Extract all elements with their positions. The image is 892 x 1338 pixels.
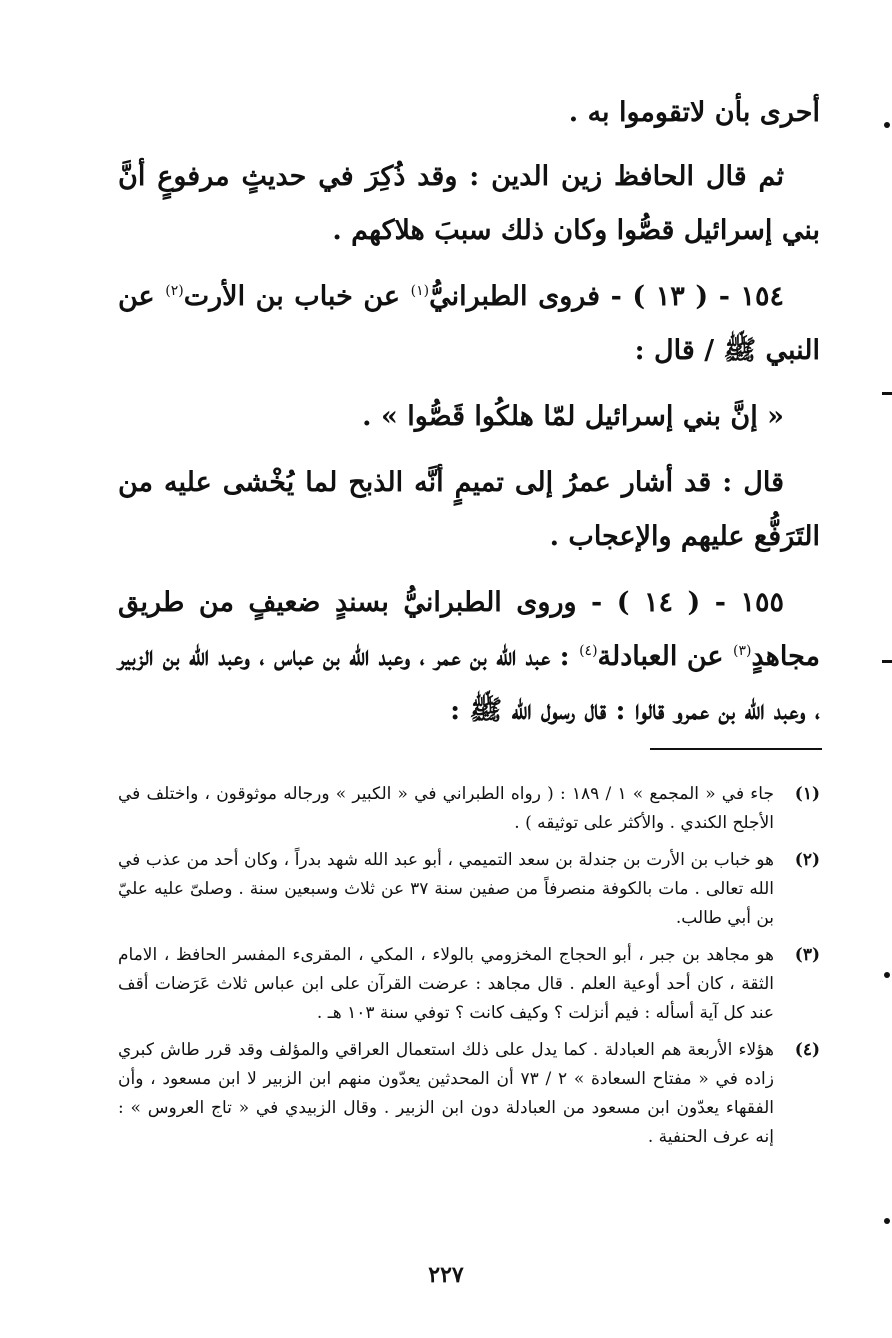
footnote-number: (٣)	[794, 945, 820, 965]
hadith-154-mid: عن خباب بن الأرت	[183, 281, 411, 312]
hadith-155-intro	[118, 576, 820, 738]
hadith-154-suffix: عن النبي ﷺ / قال :	[118, 281, 820, 366]
page-number: ٢٢٧	[428, 1262, 464, 1288]
footnote-text: هؤلاء الأربعة هم العبادلة . كما يدل على ذلك استعمال العراقي والمؤلف وقد قرر طاش كبري زاده في « مفتاح السعادة » ٢ / ٧٣ أن المحدثين يعدّون منهم ابن الزبير لا ابن مسعود ، وأن الفقهاء يعدّون ابن مسعود من العبادلة دون ابن الزبير . وقال الزبيدي في « تاج العروس » : إنه عرف الحنفية .	[118, 1040, 774, 1147]
hadith-154-intro	[118, 270, 820, 378]
footnote-number: (١)	[794, 784, 820, 804]
hadith-154-commentary: قال : قد أشار عمرُ إلى تميمٍ أنَّه الذبح لما يُخْشى عليه من التَرَفُّع عليهم والإعجاب .	[118, 467, 820, 552]
main-text	[118, 86, 820, 750]
paragraph-opening: أحرى بأن لاتقوموا به .	[568, 97, 820, 128]
hadith-155-suffix: : عبد الله بن عمر ، وعبد الله بن عباس ، وعبد الله بن الزبير ، وعبد الله بن عمرو قالوا : قال رسول الله ﷺ :	[118, 641, 820, 726]
footnote-text: جاء في « المجمع » ١ / ١٨٩ : ( رواه الطبراني في « الكبير » ورجاله موثوقون ، واختلف في الأجلح الكندي . والأكثر على توثيقه ) .	[118, 784, 774, 833]
footnotes	[118, 780, 820, 1160]
footnote-ref-3: (٣)	[733, 643, 752, 659]
footnote-ref-2: (٢)	[165, 283, 184, 299]
footnote-ref-1: (١)	[410, 283, 430, 299]
scan-edge-tick	[882, 392, 892, 395]
footnote-4	[118, 1036, 820, 1152]
footnote-text: هو مجاهد بن جبر ، أبو الحجاج المخزومي بالولاء ، المكي ، المقرىء المفسر الحافظ ، الامام الثقة ، كان أحد أوعية العلم . قال مجاهد : عرضت القرآن على ابن عباس ثلاث عَرَضات أقف عند كل آية أسأله : فيم أنزلت ؟ وكيف كانت ؟ توفي سنة ١٠٣ هـ .	[118, 945, 774, 1023]
footnote-ref-4: (٤)	[579, 643, 598, 659]
footnote-number: (٤)	[794, 1040, 820, 1060]
hadith-155-mid: عن العبادلة	[597, 641, 733, 672]
scan-edge-mark	[884, 122, 890, 128]
scan-edge-mark	[884, 972, 890, 978]
hadith-155-prefix: ١٥٥ - ( ١٤ ) - وروى الطبرانيُّ بسندٍ ضعيفٍ من طريق مجاهدٍ	[118, 587, 820, 672]
footnote-3	[118, 941, 820, 1028]
footnote-1	[118, 780, 820, 838]
hadith-154-text: « إنَّ بني إسرائيل لمّا هلكُوا قَصُّوا » .	[362, 401, 784, 432]
footnote-number: (٢)	[794, 850, 820, 870]
scan-edge-mark	[884, 1218, 890, 1224]
footnote-separator	[650, 748, 822, 750]
scan-edge-tick	[882, 660, 892, 663]
hadith-154-prefix: ١٥٤ - ( ١٣ ) - فروى الطبرانيُّ	[429, 281, 785, 312]
footnote-text: هو خباب بن الأرت بن جندلة بن سعد التميمي ، أبو عبد الله شهد بدراً ، وكان أحد من عذب في الله تعالى . مات بالكوفة منصرفاً من صفين سنة ٣٧ عن ثلاث وسبعين سنة . وصلىّ عليه عليّ بن أبي طالب.	[118, 850, 774, 928]
paragraph-zain-al-din: ثم قال الحافظ زين الدين : وقد ذُكِرَ في حديثٍ مرفوعٍ أنَّ بني إسرائيل قصُّوا وكان ذلك سببَ هلاكهم .	[118, 161, 820, 246]
footnote-2	[118, 846, 820, 933]
